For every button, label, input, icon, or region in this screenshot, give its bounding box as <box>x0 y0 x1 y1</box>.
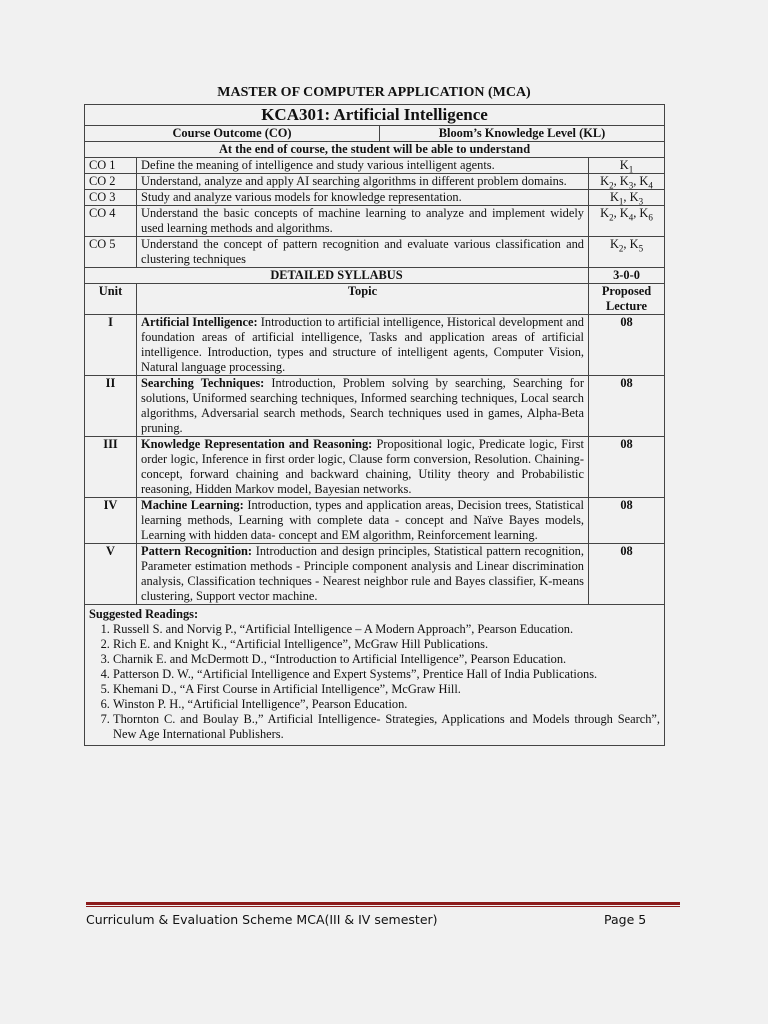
unit-number: I <box>85 315 137 376</box>
course-outcome-header: Course Outcome (CO) <box>85 126 380 141</box>
reading-item: 3. Charnik E. and McDermott D., “Introduction to Artificial Intelligence”, Pearson Education. <box>113 652 660 667</box>
reading-item: 7. Thornton C. and Boulay B.,” Artificial Intelligence- Strategies, Applications and Models through Search”, New Age International Publishers. <box>113 712 660 742</box>
footer-title: Curriculum & Evaluation Scheme MCA(III & IV semester) <box>86 912 438 927</box>
outcome-level: $K_2$, $K_4$, $K_6$ <box>589 206 665 237</box>
unit-column-header: Unit <box>85 284 137 315</box>
outcome-code: CO 2 <box>85 174 137 190</box>
outcome-intro: At the end of course, the student will be able to understand <box>85 142 665 158</box>
unit-lectures: 08 <box>589 544 665 605</box>
syllabus-title-row <box>85 268 665 284</box>
syllabus-title: DETAILED SYLLABUS <box>85 268 589 284</box>
lecture-column-header: Proposed Lecture <box>589 284 665 315</box>
unit-topic <box>137 376 589 437</box>
unit-lectures: 08 <box>589 437 665 498</box>
unit-topic-text: Propositional logic, Predicate logic, First order logic, Inference in first order logic, Clause form conversion, Resolution. Chaining- concept, forward chaining and backward chaining, Utility theory and Probabilistic reasoning, Hidden Markov model, Bayesian networks. <box>141 437 585 496</box>
unit-number: III <box>85 437 137 498</box>
unit-topic <box>137 437 589 498</box>
unit-number: V <box>85 544 137 605</box>
unit-topic-text: Introduction, types and application areas, Decision trees, Statistical learning methods, Learning with complete data - concept and Naïve Bayes models, Learning with hidden data- concept and EM algorithm, Reinforcement learning. <box>141 498 584 542</box>
unit-topic <box>137 498 589 544</box>
unit-topic-name: Artificial Intelligence: <box>141 315 258 329</box>
outcome-text: Study and analyze various models for knowledge representation. <box>137 190 589 206</box>
outcome-header-row <box>85 126 665 142</box>
readings-row <box>85 605 665 746</box>
reading-item: 6. Winston P. H., “Artificial Intelligence”, Pearson Education. <box>113 697 660 712</box>
unit-row <box>85 437 665 498</box>
outcome-row <box>85 237 665 268</box>
outcome-text: Understand the concept of pattern recognition and evaluate various classification and clustering techniques <box>137 237 589 268</box>
unit-lectures: 08 <box>589 376 665 437</box>
outcome-row <box>85 190 665 206</box>
outcome-code: CO 4 <box>85 206 137 237</box>
outcome-text: Understand, analyze and apply AI searching algorithms in different problem domains. <box>137 174 589 190</box>
course-title: KCA301: Artificial Intelligence <box>85 105 665 126</box>
footer-rule <box>86 902 680 905</box>
outcome-code: CO 1 <box>85 158 137 174</box>
reading-item: 2. Rich E. and Knight K., “Artificial Intelligence”, McGraw Hill Publications. <box>113 637 660 652</box>
unit-topic-text: Introduction, Problem solving by searching, Searching for solutions, Uniformed searching techniques, Informed searching techniques, Local search algorithms, Adversarial search methods, Search techniques used in games, Alpha-Beta pruning. <box>141 376 584 435</box>
outcome-intro-row <box>85 142 665 158</box>
outcome-row <box>85 206 665 237</box>
readings-title: Suggested Readings: <box>89 607 199 621</box>
page-number: Page 5 <box>604 912 647 927</box>
unit-topic-name: Pattern Recognition: <box>141 544 253 558</box>
outcome-level: $K_1$ <box>589 158 665 174</box>
unit-topic-name: Searching Techniques: <box>141 376 265 390</box>
outcome-level: $K_2$, $K_5$ <box>589 237 665 268</box>
unit-topic <box>137 544 589 605</box>
reading-item: 4. Patterson D. W., “Artificial Intelligence and Expert Systems”, Prentice Hall of India Publications. <box>113 667 660 682</box>
outcome-level: $K_1$, $K_3$ <box>589 190 665 206</box>
unit-row <box>85 498 665 544</box>
unit-topic-text: Introduction to artificial intelligence, Historical development and foundation areas of artificial intelligence, Tasks and application areas of artificial intelligence. Introduction, types and structure of intelligent agents, Computer Vision, Natural language processing. <box>141 315 584 374</box>
unit-number: IV <box>85 498 137 544</box>
ltp-label: 3-0-0 <box>589 268 665 284</box>
unit-lectures: 08 <box>589 498 665 544</box>
outcome-text: Understand the basic concepts of machine learning to analyze and implement widely used learning methods and algorithms. <box>137 206 589 237</box>
footer-rule-thin <box>86 906 680 907</box>
course-title-row <box>85 105 665 126</box>
topic-column-header: Topic <box>137 284 589 315</box>
unit-number: II <box>85 376 137 437</box>
unit-topic <box>137 315 589 376</box>
page-heading: MASTER OF COMPUTER APPLICATION (MCA) <box>217 85 531 100</box>
outcomes-list <box>85 158 665 268</box>
unit-row <box>85 544 665 605</box>
outcome-level: $K_2$, $K_3$, $K_4$ <box>589 174 665 190</box>
readings-list <box>89 622 660 742</box>
reading-item: 1. Russell S. and Norvig P., “Artificial Intelligence – A Modern Approach”, Pearson Education. <box>113 622 660 637</box>
outcome-row <box>85 174 665 190</box>
unit-topic-text: Introduction and design principles, Statistical pattern recognition, Parameter estimation methods - Principle component analysis and Linear discrimination analysis, Classification techniques - Nearest neighbor rule and Bayes classifier, K-means clustering, Support vector machine. <box>141 544 584 603</box>
unit-topic-name: Knowledge Representation and Reasoning: <box>141 437 373 451</box>
outcome-text: Define the meaning of intelligence and study various intelligent agents. <box>137 158 589 174</box>
unit-lectures: 08 <box>589 315 665 376</box>
outcome-code: CO 3 <box>85 190 137 206</box>
outcome-code: CO 5 <box>85 237 137 268</box>
reading-item: 5. Khemani D., “A First Course in Artificial Intelligence”, McGraw Hill. <box>113 682 660 697</box>
unit-row <box>85 376 665 437</box>
outcome-row <box>85 158 665 174</box>
knowledge-level-header: Bloom’s Knowledge Level (KL) <box>438 126 606 140</box>
units-list <box>85 315 665 605</box>
syllabus-table <box>84 104 665 746</box>
unit-row <box>85 315 665 376</box>
unit-topic-name: Machine Learning: <box>141 498 244 512</box>
syllabus-header-row <box>85 284 665 315</box>
suggested-readings <box>85 605 665 746</box>
